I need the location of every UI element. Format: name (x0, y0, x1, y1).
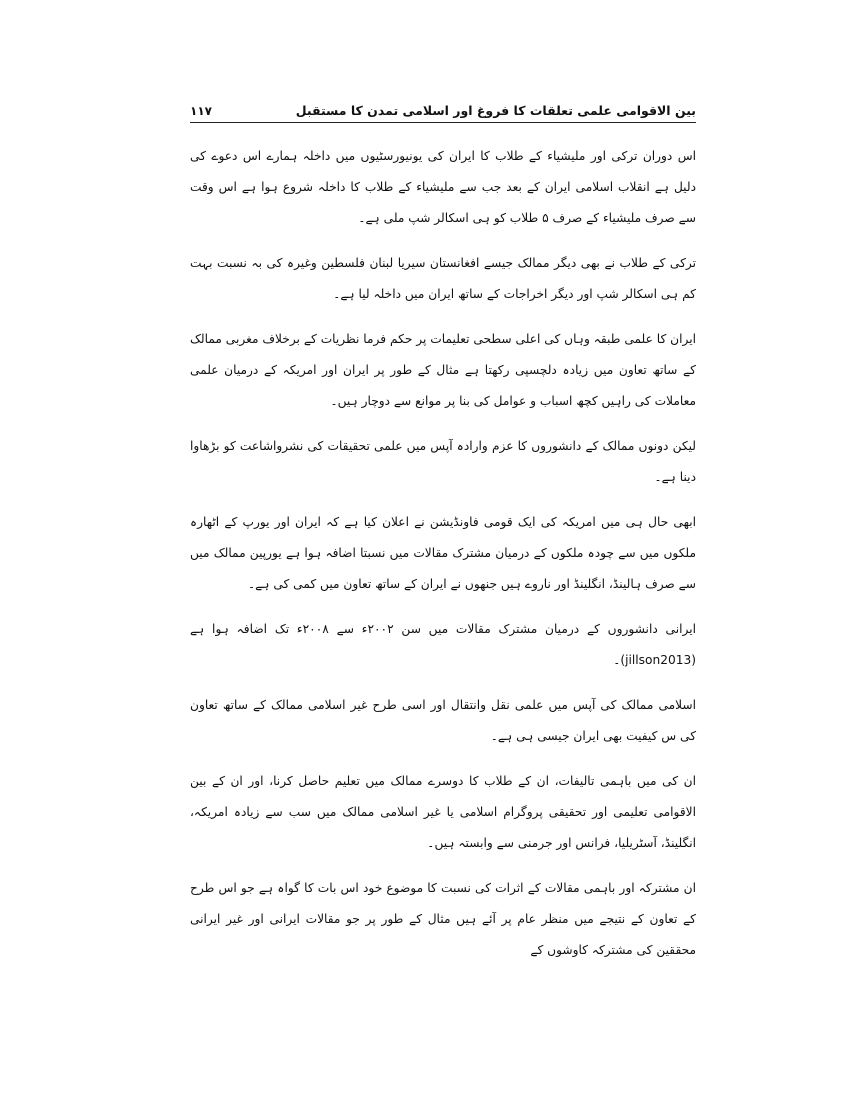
document-body (190, 141, 696, 966)
paragraph: ترکی کے طلاب نے بھی دیگر ممالک جیسے افغانستان سیریا لبنان فلسطین وغیرہ کی بہ نسبت بہت کم ہی اسکالر شپ اور دیگر اخراجات کے ساتھ ایران میں داخلہ لیا ہے۔ (190, 256, 696, 301)
paragraph: ان مشترکہ اور باہمی مقالات کے اثرات کی نسبت کا موضوع خود اس بات کا گواہ ہے جو اس طرح کے تعاون کے نتیجے میں منظر عام پر آئے ہیں مثال کے طور پر جو مقالات ایرانی اور غیر ایرانی محققین کی مشترکہ کاوشوں کے (190, 881, 696, 957)
page-number: ۱۱۷ (190, 104, 212, 118)
paragraph: ابھی حال ہی میں امریکہ کی ایک قومی فاونڈیشن نے اعلان کیا ہے کہ ایران اور یورپ کے اٹھارہ ملکوں میں سے چودہ ملکوں کے درمیان مشترک مقالات میں نسبتا اضافہ ہوا ہے یورپین ممالک میں سے صرف ہالینڈ، انگلینڈ اور ناروے ہیں جنھوں نے ایران کے ساتھ تعاون میں کمی کی ہے۔ (190, 515, 696, 591)
paragraph: ان کی میں باہمی تالیفات، ان کے طلاب کا دوسرے ممالک میں تعلیم حاصل کرنا، اور ان کے بین الاقوامی تعلیمی اور تحقیقی پروگرام اسلامی یا غیر اسلامی ممالک میں سب سے زیادہ امریکہ، انگلینڈ، آسٹریلیا، فرانس اور جرمنی سے وابستہ ہیں۔ (190, 774, 696, 850)
running-header (190, 96, 696, 123)
paragraph: ایران کا علمی طبقہ وہاں کی اعلی سطحی تعلیمات پر حکم فرما نظریات کے برخلاف مغربی ممالک کے ساتھ تعاون میں زیادہ دلچسپی رکھتا ہے مثال کے طور پر ایران اور امریکہ کے درمیان علمی معاملات کی راہیں کچھ اسباب و عوامل کی بنا پر موانع سے دوچار ہیں۔ (190, 332, 696, 408)
paragraph: اس دوران ترکی اور ملیشیاء کے طلاب کا ایران کی یونیورسٹیوں میں داخلہ ہمارے اس دعوے کی دلیل ہے انقلاب اسلامی ایران کے بعد جب سے ملیشیاء کے طلاب کا داخلہ شروع ہوا ہے اس وقت سے صرف ملیشیاء کے صرف ۵ طلاب کو ہی اسکالر شپ ملی ہے۔ (190, 149, 696, 225)
document-page (190, 96, 696, 980)
paragraph: لیکن دونوں ممالک کے دانشوروں کا عزم وارادہ آپس میں علمی تحقیقات کی نشرواشاعت کو بڑھاوا دینا ہے۔ (190, 439, 696, 484)
running-header-title: بین الاقوامی علمی تعلقات کا فروغ اور اسلامی تمدن کا مستقبل (295, 103, 696, 118)
paragraph: اسلامی ممالک کی آپس میں علمی نقل وانتقال اور اسی طرح غیر اسلامی ممالک کے ساتھ تعاون کی س کیفیت بھی ایران جیسی ہی ہے۔ (190, 698, 696, 743)
paragraph: ایرانی دانشوروں کے درمیان مشترک مقالات میں سن ۲۰۰۲ء سے ۲۰۰۸ء تک اضافہ ہوا ہے (jillson2013)۔ (190, 622, 696, 667)
